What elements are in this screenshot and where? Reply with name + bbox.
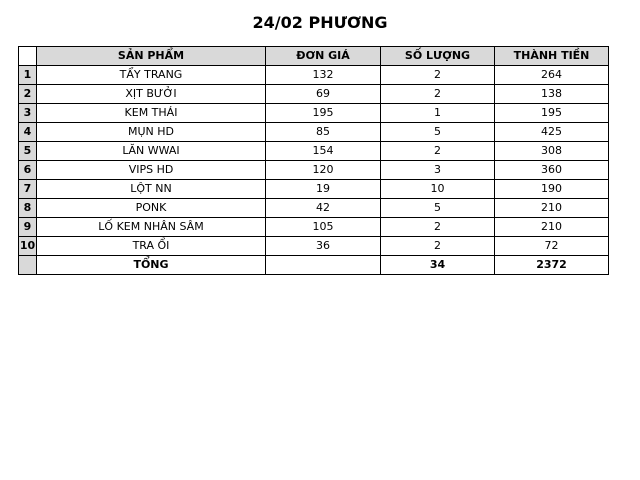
total-label[interactable]: TỔNG [37, 256, 266, 275]
row-number[interactable]: 8 [19, 199, 37, 218]
table-row [19, 161, 609, 180]
row-number[interactable]: 9 [19, 218, 37, 237]
row-number[interactable]: 10 [19, 237, 37, 256]
cell-product[interactable]: LĂN WWAI [37, 142, 266, 161]
cell-unit-price[interactable]: 154 [266, 142, 381, 161]
row-number[interactable]: 7 [19, 180, 37, 199]
cell-product[interactable]: MỤN HD [37, 123, 266, 142]
cell-unit-price[interactable]: 105 [266, 218, 381, 237]
cell-product[interactable]: LỘT NN [37, 180, 266, 199]
header-quantity[interactable]: SỐ LƯỢNG [381, 47, 495, 66]
table-row [19, 85, 609, 104]
cell-quantity[interactable]: 2 [381, 66, 495, 85]
header-unit-price[interactable]: ĐƠN GIÁ [266, 47, 381, 66]
cell-unit-price[interactable]: 120 [266, 161, 381, 180]
cell-unit-price[interactable]: 36 [266, 237, 381, 256]
cell-quantity[interactable]: 5 [381, 123, 495, 142]
table-row [19, 180, 609, 199]
cell-line-total[interactable]: 190 [495, 180, 609, 199]
cell-quantity[interactable]: 3 [381, 161, 495, 180]
cell-unit-price[interactable]: 19 [266, 180, 381, 199]
row-number[interactable]: 5 [19, 142, 37, 161]
total-quantity[interactable]: 34 [381, 256, 495, 275]
cell-quantity[interactable]: 1 [381, 104, 495, 123]
corner-cell [19, 47, 37, 66]
cell-unit-price[interactable]: 85 [266, 123, 381, 142]
table-row [19, 218, 609, 237]
cell-line-total[interactable]: 425 [495, 123, 609, 142]
row-number[interactable]: 3 [19, 104, 37, 123]
row-number-blank[interactable] [19, 256, 37, 275]
table-row [19, 199, 609, 218]
table-row [19, 104, 609, 123]
total-unit-price[interactable] [266, 256, 381, 275]
cell-line-total[interactable]: 210 [495, 218, 609, 237]
table-row [19, 237, 609, 256]
header-product[interactable]: SẢN PHẨM [37, 47, 266, 66]
table-row [19, 66, 609, 85]
cell-line-total[interactable]: 195 [495, 104, 609, 123]
cell-product[interactable]: VIPS HD [37, 161, 266, 180]
cell-quantity[interactable]: 2 [381, 85, 495, 104]
cell-unit-price[interactable]: 195 [266, 104, 381, 123]
cell-product[interactable]: KEM THÁI [37, 104, 266, 123]
row-number[interactable]: 6 [19, 161, 37, 180]
cell-product[interactable]: LỐ KEM NHÂN SÂM [37, 218, 266, 237]
cell-product[interactable]: TẨY TRANG [37, 66, 266, 85]
cell-line-total[interactable]: 210 [495, 199, 609, 218]
cell-line-total[interactable]: 72 [495, 237, 609, 256]
cell-unit-price[interactable]: 132 [266, 66, 381, 85]
cell-line-total[interactable]: 308 [495, 142, 609, 161]
cell-product[interactable]: PONK [37, 199, 266, 218]
row-number[interactable]: 1 [19, 66, 37, 85]
cell-product[interactable]: TRA ỔI [37, 237, 266, 256]
invoice-table [18, 46, 609, 275]
cell-quantity[interactable]: 2 [381, 218, 495, 237]
page-title: 24/02 PHƯƠNG [252, 13, 388, 32]
cell-quantity[interactable]: 10 [381, 180, 495, 199]
header-line-total[interactable]: THÀNH TIỀN [495, 47, 609, 66]
total-line-total[interactable]: 2372 [495, 256, 609, 275]
total-row [19, 256, 609, 275]
cell-unit-price[interactable]: 69 [266, 85, 381, 104]
cell-unit-price[interactable]: 42 [266, 199, 381, 218]
cell-line-total[interactable]: 138 [495, 85, 609, 104]
cell-quantity[interactable]: 5 [381, 199, 495, 218]
row-number[interactable]: 4 [19, 123, 37, 142]
cell-line-total[interactable]: 360 [495, 161, 609, 180]
cell-quantity[interactable]: 2 [381, 142, 495, 161]
table-row [19, 142, 609, 161]
cell-line-total[interactable]: 264 [495, 66, 609, 85]
header-row [19, 47, 609, 66]
row-number[interactable]: 2 [19, 85, 37, 104]
table-row [19, 123, 609, 142]
cell-quantity[interactable]: 2 [381, 237, 495, 256]
cell-product[interactable]: XỊT BƯỞI [37, 85, 266, 104]
